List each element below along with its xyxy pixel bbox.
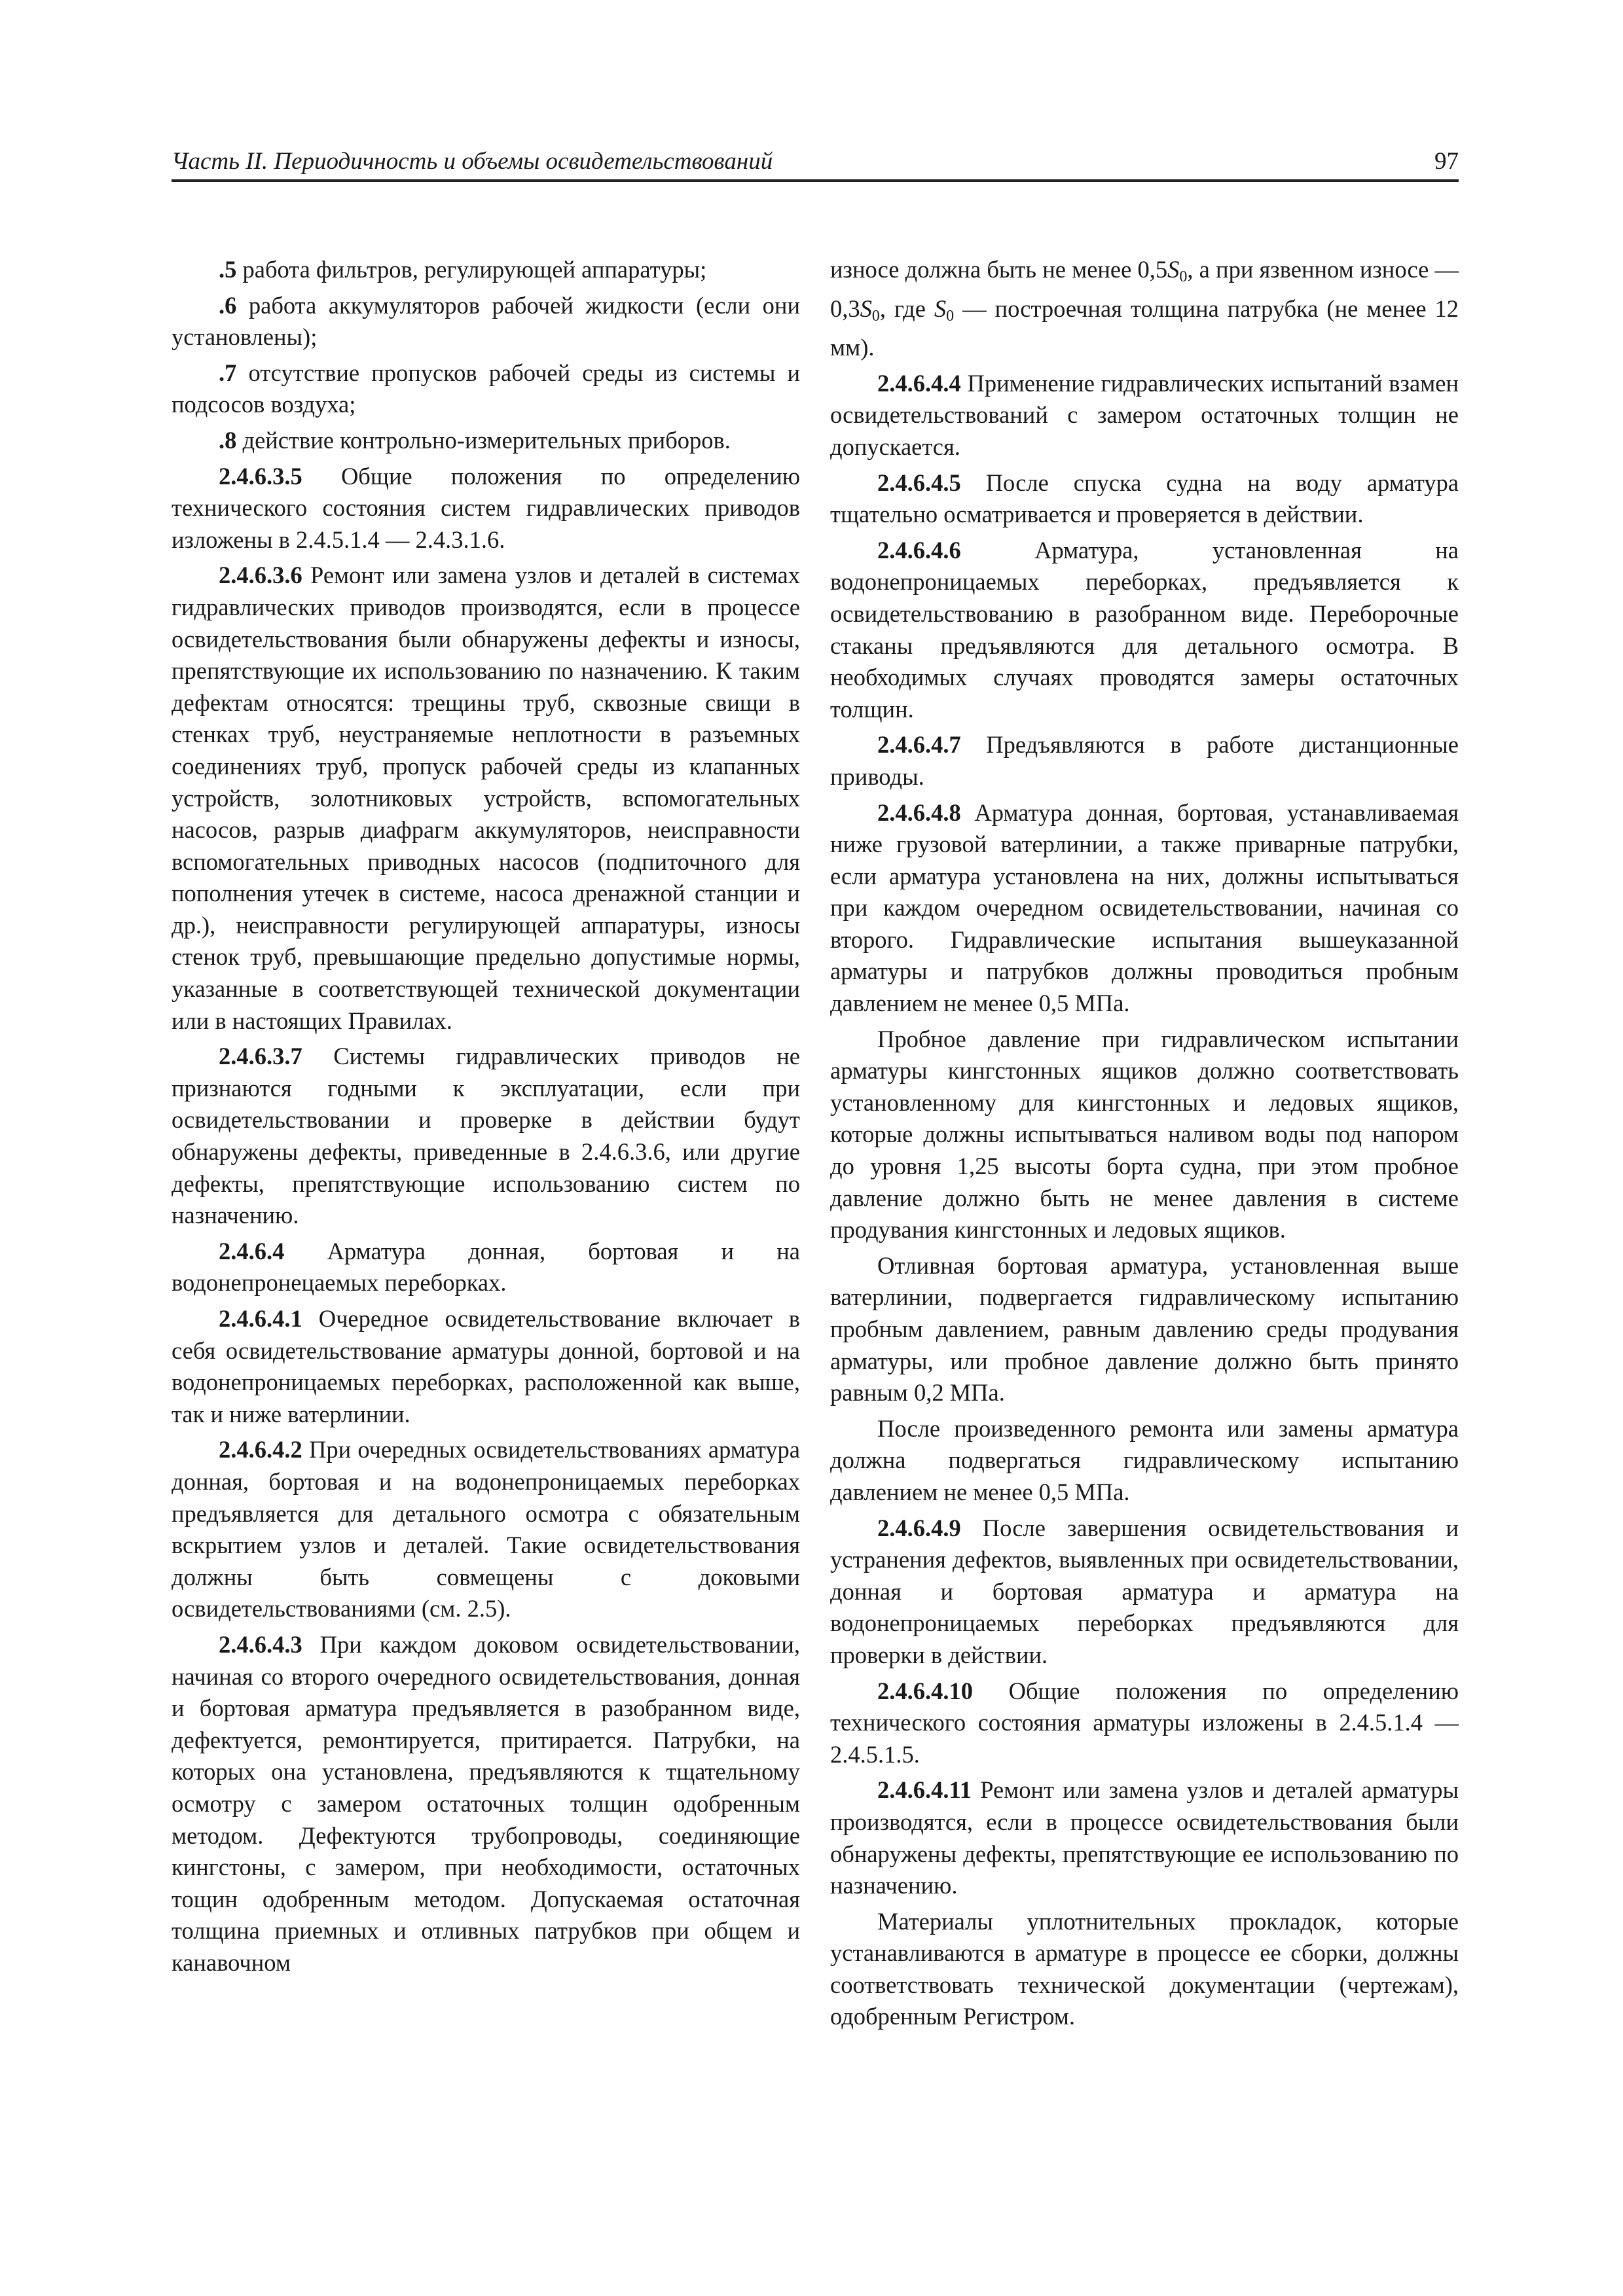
running-header — [172, 143, 1459, 182]
paragraph — [830, 1774, 1459, 1901]
clause-number: 2.4.6.3.7 — [219, 1043, 302, 1070]
paragraph — [172, 560, 800, 1037]
paragraph — [830, 1676, 1459, 1771]
clause-number: 2.4.6.4.2 — [219, 1436, 302, 1463]
paragraph — [830, 535, 1459, 726]
running-header-title: Часть II. Периодичность и объемы освидетельствований — [172, 148, 773, 175]
paragraph — [830, 1024, 1459, 1246]
clause-number: 2.4.6.4 — [219, 1237, 285, 1265]
paragraph-text: работа аккумуляторов рабочей жидкости (если они установлены); — [172, 291, 800, 351]
paragraph-text: действие контрольно-измерительных приборов. — [236, 426, 731, 454]
clause-number: 2.4.6.4.1 — [219, 1305, 302, 1332]
clause-number: 2.4.6.4.6 — [877, 536, 961, 564]
clause-number: 2.4.6.4.7 — [877, 731, 961, 759]
paragraph-text: Применение гидравлических испытаний взамен освидетельствований с замером остаточных толщин не допускается. — [830, 369, 1459, 460]
paragraph-text: Очередное освидетельствование включает в себя освидетельствование арматуры донной, бортовой и на водонепроницаемых переборках, расположенной как выше, так и ниже ватерлинии. — [172, 1305, 800, 1427]
continued-paragraph — [830, 254, 1459, 364]
page-number: 97 — [1434, 148, 1459, 175]
clause-number: 2.4.6.4.11 — [877, 1776, 972, 1804]
paragraph-text: Отливная бортовая арматура, установленная выше ватерлинии, подвергается гидравлическому испытанию пробным давлением, равным давлению среды продувания арматуры, или пробное давление должно быть принято равным 0,2 МПа. — [830, 1251, 1459, 1407]
symbol: S — [860, 295, 872, 322]
paragraph-text: работа фильтров, регулирующей аппаратуры; — [236, 256, 707, 283]
paragraph — [830, 1413, 1459, 1509]
paragraph-text: Предъявляются в работе дистанционные приводы. — [830, 731, 1459, 790]
clause-number: .6 — [219, 291, 237, 319]
paragraph — [830, 1513, 1459, 1672]
paragraph-text: Ремонт или замена узлов и деталей арматуры производятся, если в процессе освидетельствования были обнаружены дефекты, препятствующие ее использованию по назначению. — [830, 1776, 1459, 1899]
subscript: 0 — [1179, 268, 1188, 285]
paragraph-text: После спуска судна на воду арматура тщательно осматривается и проверяется в действии. — [830, 469, 1459, 528]
clause-number: 2.4.6.4.9 — [877, 1514, 961, 1541]
paragraph — [830, 467, 1459, 531]
subscript: 0 — [871, 307, 880, 325]
paragraph — [172, 1434, 800, 1625]
paragraph-text: Арматура донная, бортовая, устанавливаемая ниже грузовой ватерлинии, а также приварные патрубки, если арматура установлена на них, должны испытываться при каждом очередном освидетельствовании, начиная со второго. Гидравлические испытания вышеуказанной арматуры и патрубков должны проводиться пробным давлением не менее 0,5 МПа. — [830, 798, 1459, 1017]
paragraph-text: Системы гидравлических приводов не признаются годными к эксплуатации, если при освидетельствовании и проверке в действии будут обнаружены дефекты, приведенные в 2.4.6.3.6, или другие дефекты, препятствующие использованию систем по назначению. — [172, 1043, 800, 1229]
paragraph-text: отсутствие пропусков рабочей среды из системы и подсосов воздуха; — [172, 359, 800, 418]
paragraph-text: Общие положения по определению технического состояния систем гидравлических приводов изложены в 2.4.5.1.4 — 2.4.3.1.6. — [172, 462, 800, 553]
paragraph-text: Материалы уплотнительных прокладок, которые устанавливаются в арматуре в процессе ее сборки, должны соответствовать технической документации (чертежам), одобренным Регистром. — [830, 1907, 1459, 2030]
paragraph-text: При каждом доковом освидетельствовании, начиная со второго очередного освидетельствования, донная и бортовая арматура предъявляется в разобранном виде, дефектуется, ремонтируется, притирается. Патрубки, на которых она установлена, предъявляются к тщательному осмотру с замером остаточных толщин одобренным методом. Дефектуются трубопроводы, соединяющие кингстоны, с замером, при необходимости, остаточных тощин одобренным методом. Допускаемая остаточная толщина приемных и отливных патрубков при общем и канавочном — [172, 1630, 800, 1976]
clause-number: .8 — [219, 426, 237, 454]
paragraph-text: Пробное давление при гидравлическом испытании арматуры кингстонных ящиков должно соответствовать установленному для кингстонных и ледовых ящиков, которые должны испытываться наливом воды под напором до уровня 1,25 высоты борта судна, при этом пробное давление должно быть не менее давления в системе продувания кингстонных и ледовых ящиков. — [830, 1025, 1459, 1244]
paragraph — [830, 1906, 1459, 2033]
right-column — [830, 254, 1459, 2037]
clause-number: 2.4.6.3.6 — [219, 562, 302, 589]
paragraph-text: Арматура донная, бортовая и на водонепронецаемых переборках. — [172, 1237, 800, 1297]
paragraph — [172, 254, 800, 286]
paragraph — [830, 368, 1459, 463]
paragraph-text: Арматура, установленная на водонепроницаемых переборках, предъявляется к освидетельствованию в разобранном виде. Переборочные стаканы предъявляются для детального осмотра. В необходимых случаях проводятся замеры остаточных толщин. — [830, 536, 1459, 723]
paragraph-text: После произведенного ремонта или замены арматура должна подвергаться гидравлическому испытанию давлением не менее 0,5 МПа. — [830, 1414, 1459, 1505]
paragraph — [830, 1250, 1459, 1409]
paragraph-text: Ремонт или замена узлов и деталей в системах гидравлических приводов производятся, если в процессе освидетельствования были обнаружены дефекты и износы, препятствующие их использованию по назначению. К таким дефектам относятся: трещины труб, сквозные свищи в стенках труб, неустраняемые неплотности в разъемных соединениях труб, пропуск рабочей среды из клапанных устройств, золотниковых устройств, вспомогательных насосов, разрыв диафрагм аккумуляторов, неисправности вспомогательных приводных насосов (подпиточного для пополнения утечек в системе, насоса дренажной станции и др.), неисправности регулирующей аппаратуры, износы стенок труб, превышающие предельно допустимые нормы, указанные в соответствующей технической документации или в настоящих Правилах. — [172, 562, 800, 1034]
symbol: S — [1167, 256, 1180, 283]
clause-number: 2.4.6.4.4 — [877, 369, 961, 397]
clause-number: 2.4.6.4.5 — [877, 469, 961, 496]
left-column — [172, 254, 800, 1982]
paragraph — [172, 425, 800, 457]
paragraph — [172, 1303, 800, 1430]
paragraph — [172, 1041, 800, 1232]
paragraph-text: износе должна быть не менее 0,5 — [830, 256, 1168, 283]
paragraph — [172, 1236, 800, 1299]
paragraph — [172, 290, 800, 353]
subscript: 0 — [946, 307, 955, 325]
clause-number: 2.4.6.4.10 — [877, 1677, 973, 1704]
clause-number: 2.4.6.4.8 — [877, 798, 961, 826]
paragraph — [172, 461, 800, 556]
paragraph — [830, 729, 1459, 793]
paragraph — [172, 357, 800, 421]
clause-number: 2.4.6.4.3 — [219, 1630, 302, 1658]
paragraph-text: После завершения освидетельствования и устранения дефектов, выявленных при освидетельствовании, донная и бортовая арматура и арматура на водонепроницаемых переборках предъявляются для проверки в действии. — [830, 1514, 1459, 1668]
paragraph — [830, 797, 1459, 1020]
paragraph-text: Общие положения по определению технического состояния арматуры изложены в 2.4.5.1.4 — 2.4.5.1.5. — [830, 1677, 1459, 1768]
clause-number: .5 — [219, 256, 237, 283]
paragraph — [172, 1629, 800, 1979]
paragraph-text: , а при язвенном износе — 0,3 — [830, 256, 1459, 322]
symbol: S — [934, 295, 947, 322]
paragraph-text: , где — [879, 295, 934, 322]
clause-number: 2.4.6.3.5 — [219, 462, 302, 490]
paragraph-text: — построечная толщина патрубка (не менее 12 мм). — [830, 295, 1459, 361]
clause-number: .7 — [219, 359, 237, 386]
paragraph-text: При очередных освидетельствованиях арматура донная, бортовая и на водонепроницаемых переборках предъявляется для детального осмотра с обязательным вскрытием узлов и деталей. Такие освидетельствования должны быть совмещены с доковыми освидетельствованиями (см. 2.5). — [172, 1436, 800, 1623]
